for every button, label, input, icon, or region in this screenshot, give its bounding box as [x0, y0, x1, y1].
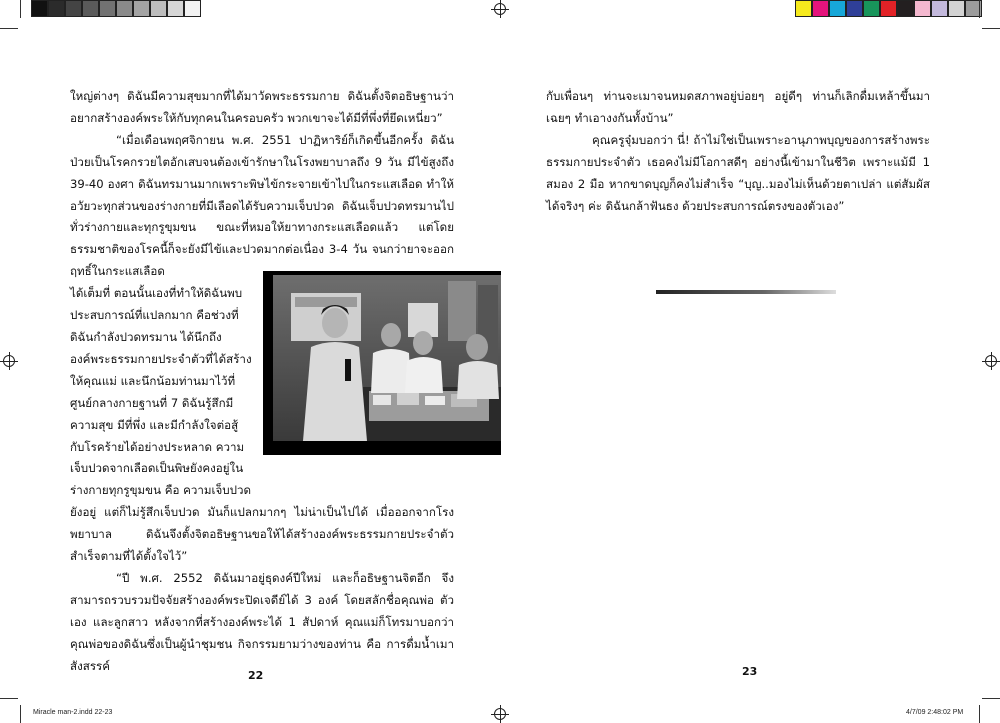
- text-line: ให้คุณแม่ และนึกน้อมท่านมาไว้ที่: [70, 373, 236, 388]
- color-swatch: [931, 0, 948, 17]
- right-page-text: [546, 86, 930, 217]
- photo-teacher-with-students: [263, 271, 501, 455]
- text-line: ดิฉันกำลังปวดทรมาน ได้นึกถึง: [70, 329, 222, 344]
- color-swatch: [167, 0, 184, 17]
- text-line: ความสุข มีที่พึ่ง และมีกำลังใจต่อสู้: [70, 417, 239, 432]
- registration-mark-top: [494, 3, 506, 15]
- text-line: องค์พระธรรมกายประจำตัวที่ได้สร้าง: [70, 351, 252, 366]
- crop-mark: [20, 0, 21, 18]
- process-color-bar: [795, 0, 982, 17]
- text-line: ศูนย์กลางกายฐานที่ 7 ดิฉันรู้สึกมี: [70, 395, 234, 410]
- color-swatch: [99, 0, 116, 17]
- color-swatch: [184, 0, 201, 17]
- crop-mark: [982, 28, 1000, 29]
- color-swatch: [812, 0, 829, 17]
- paragraph: “เมื่อเดือนพฤศจิกายน พ.ศ. 2551 ปาฏิหาริย์ก็เกิดขึ้นอีกครั้ง ดิฉันป่วยเป็นโรคกรวยไตอักเสบจนต้องเข้ารักษาในโรงพยาบาลถึง 9 วัน มีไข้สูงถึง 39-40 องศา ดิฉันทรมานมากเพราะพิษไข้กระจายเข้าไปในกระแสเลือด ทำให้อวัยวะทุกส่วนของร่างกายที่มีเลือดได้รับความเจ็บปวด ดิฉันเจ็บปวดทรมานไปทั่วร่างกายและทุกรูขุมขน ขณะที่หมอให้ยาทางกระแสเลือดแล้ว แต่โดยธรรมชาติของโรคนี้ก็จะยังมีไข้และปวดมากต่อเนื่อง 3-4 วัน จนกว่ายาจะออกฤทธิ์ในกระแสเลือด: [70, 132, 454, 279]
- registration-mark-left: [3, 355, 15, 367]
- text-line: ได้เต็มที่ ตอนนั้นเองที่ทำให้ดิฉันพบ: [70, 286, 243, 301]
- registration-mark-right: [985, 355, 997, 367]
- color-swatch: [150, 0, 167, 17]
- color-swatch: [82, 0, 99, 17]
- text-line: ร่างกายทุกรูขุมขน คือ ความเจ็บปวด: [70, 483, 252, 498]
- crop-mark: [0, 28, 18, 29]
- page-number-left: 22: [248, 669, 264, 682]
- color-swatch: [133, 0, 150, 17]
- paragraph: ใหญ่ต่างๆ ดิฉันมีความสุขมากที่ได้มาวัดพระธรรมกาย ดิฉันตั้งจิตอธิษฐานว่าอยากสร้างองค์พระให้กับทุกคนในครอบครัว พวกเขาจะได้มีที่พึ่งที่ยึดเหนี่ยว”: [70, 89, 454, 125]
- crop-mark: [20, 705, 21, 723]
- color-swatch: [116, 0, 133, 17]
- paragraph: “ปี พ.ศ. 2552 ดิฉันมาอยู่ธุดงค์ปีใหม่ และก็อธิษฐานจิตอีก จึงสามารถรวบรวมปัจจัยสร้างองค์พระปิดเจดีย์ได้ 3 องค์ โดยสลักชื่อคุณพ่อ ตัวเอง และลูกสาว หลังจากที่สร้างองค์พระได้ 1 สัปดาห์ คุณแม่ก็โทรมาบอกว่าคุณพ่อของดิฉันซึ่งเป็นผู้นำชุมชน กิจกรรมยามว่างของท่าน คือ การดื่มน้ำเมาสังสรรค์: [70, 570, 454, 673]
- crop-mark: [982, 698, 1000, 699]
- color-swatch: [914, 0, 931, 17]
- registration-mark-bottom: [494, 708, 506, 720]
- color-swatch: [829, 0, 846, 17]
- page-number-right: 23: [742, 665, 758, 678]
- color-swatch: [65, 0, 82, 17]
- grayscale-color-bar: [31, 0, 201, 17]
- color-swatch: [948, 0, 965, 17]
- crop-mark: [979, 0, 980, 18]
- section-divider-line: [656, 290, 836, 294]
- crop-mark: [979, 705, 980, 723]
- text-line: เจ็บปวดจากเลือดเป็นพิษยังคงอยู่ใน: [70, 461, 244, 476]
- slug-timestamp: 4/7/09 2:48:02 PM: [906, 709, 964, 716]
- color-swatch: [880, 0, 897, 17]
- slug-file-name: Miracle man-2.indd 22-23: [33, 709, 113, 716]
- paragraph: ยังอยู่ แต่ก็ไม่รู้สึกเจ็บปวด มันก็แปลกมากๆ ไม่น่าเป็นไปได้ เมื่อออกจากโรงพยาบาล ดิฉันจึงตั้งจิตอธิษฐานขอให้ได้สร้างองค์พระธรรมกายประจำตัวสำเร็จตามที่ได้ตั้งใจไว้”: [70, 505, 454, 564]
- color-swatch: [31, 0, 48, 17]
- paragraph: กับเพื่อนๆ ท่านจะเมาจนหมดสภาพอยู่บ่อยๆ อยู่ดีๆ ท่านก็เลิกดื่มเหล้าขึ้นมาเฉยๆ ทำเอางงกันทั้งบ้าน”: [546, 89, 930, 125]
- photo-image: [273, 275, 501, 441]
- color-swatch: [863, 0, 880, 17]
- text-line: ประสบการณ์ที่แปลกมาก คือช่วงที่: [70, 308, 239, 323]
- paragraph: คุณครูจุ๋มบอกว่า นี่! ถ้าไม่ใช่เป็นเพราะอานุภาพบุญของการสร้างพระธรรมกายประจำตัว เธอคงไม่มีโอกาสดีๆ อย่างนี้เข้ามาในชีวิต เพราะแม้มี 1 สมอง 2 มือ หากขาดบุญก็คงไม่สำเร็จ “บุญ..มองไม่เห็นด้วยตาเปล่า แต่สัมผัสได้จริงๆ ค่ะ ดิฉันกล้าฟันธง ด้วยประสบการณ์ตรงของตัวเอง”: [546, 132, 930, 213]
- color-swatch: [48, 0, 65, 17]
- color-swatch: [795, 0, 812, 17]
- crop-mark: [0, 698, 18, 699]
- text-line: กับโรคร้ายได้อย่างประหลาด ความ: [70, 439, 245, 454]
- color-swatch: [846, 0, 863, 17]
- color-swatch: [897, 0, 914, 17]
